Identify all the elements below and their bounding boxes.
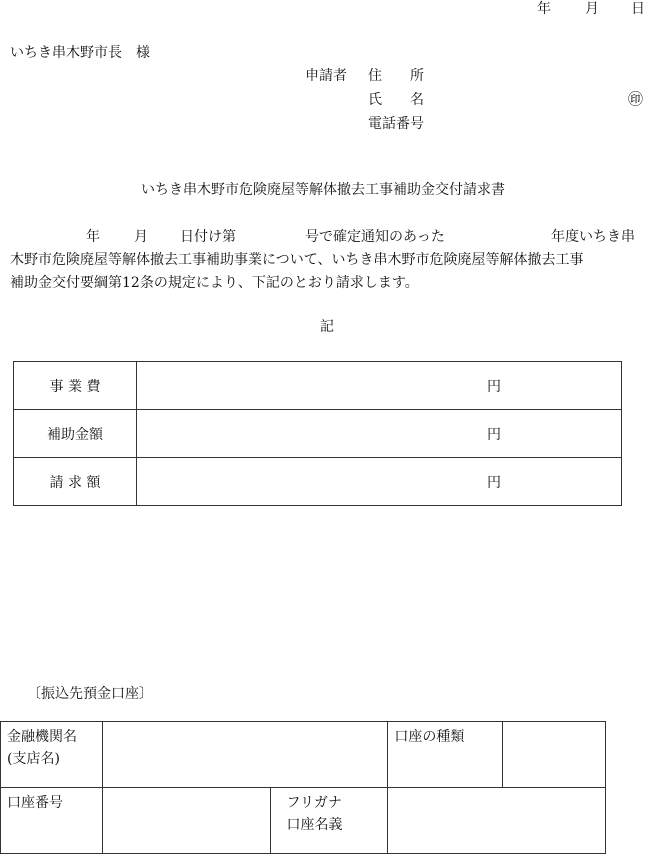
institution-value[interactable] [102, 722, 388, 788]
bank-heading: 〔振込先預金口座〕 [27, 686, 153, 702]
fee-value-subsidy[interactable]: 円 [137, 410, 622, 458]
table-row [14, 410, 622, 458]
fees-table [13, 361, 622, 506]
institution-label: 金融機関名 [7, 729, 77, 745]
date-day-label: 日 [631, 1, 645, 17]
branch-label: (支店名) [7, 751, 60, 767]
body-year: 年 [86, 229, 100, 245]
date-year-label: 年 [537, 1, 551, 17]
applicant-label: 申請者 [305, 68, 347, 84]
body-line-2: 木野市危険廃屋等解体撤去工事補助事業について、いちき串木野市危険廃屋等解体撤去工事 [10, 252, 584, 268]
fee-value-claim[interactable]: 円 [137, 458, 622, 506]
account-number-label: 口座番号 [1, 788, 103, 854]
body-dated: 日付け第 [180, 229, 236, 245]
institution-label-cell [1, 722, 103, 788]
body-number: 号で確定通知のあった [305, 229, 445, 245]
account-number-value[interactable] [102, 788, 270, 854]
fee-label-claim: 請 求 額 [14, 458, 137, 506]
fee-label-project-cost: 事 業 費 [14, 362, 137, 410]
account-type-label: 口座の種類 [388, 722, 503, 788]
document-title: いちき串木野市危険廃屋等解体撤去工事補助金交付請求書 [141, 182, 505, 198]
bank-table [0, 721, 606, 854]
fee-label-subsidy: 補助金額 [14, 410, 137, 458]
phone-label: 電話番号 [368, 116, 424, 132]
body-line-3: 補助金交付要綱第12条の規定により、下記のとおり請求します。 [10, 275, 419, 291]
table-row [14, 362, 622, 410]
date-month-label: 月 [585, 1, 599, 17]
seal-mark: ㊞ [628, 90, 644, 108]
ki-marker: 記 [320, 319, 334, 335]
name-label: 氏 名 [368, 92, 424, 108]
holder-label-cell [270, 788, 388, 854]
table-row [14, 458, 622, 506]
holder-value[interactable] [388, 788, 606, 854]
holder-label: 口座名義 [286, 817, 343, 833]
account-type-value[interactable] [503, 722, 606, 788]
furigana-label: フリガナ [286, 795, 342, 811]
body-month: 月 [134, 229, 148, 245]
fee-value-project-cost[interactable]: 円 [137, 362, 622, 410]
address-label: 住 所 [368, 68, 424, 84]
table-row [1, 788, 606, 854]
addressee: いちき串木野市長 様 [10, 45, 150, 61]
body-fiscal: 年度いちき串 [551, 229, 635, 245]
table-row [1, 722, 606, 788]
